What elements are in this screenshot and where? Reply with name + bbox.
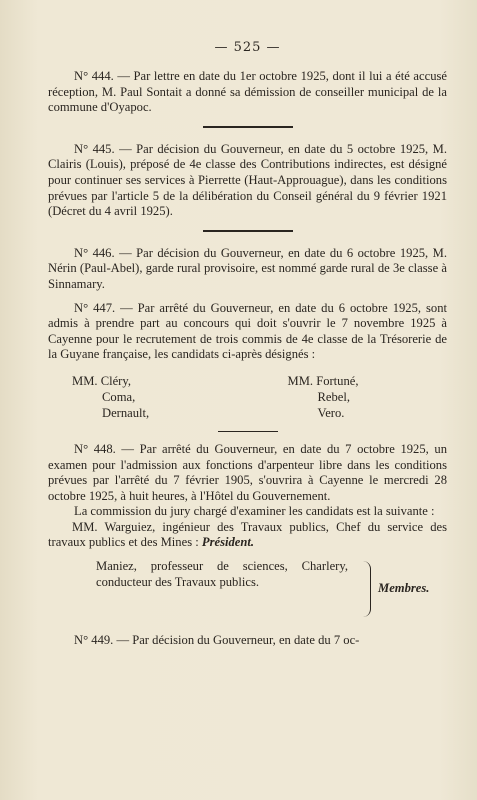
paragraph-445: N° 445. — Par décision du Gouverneur, en date du 5 octobre 1925, M. Clairis (Louis), préposé de 4e classe des Contributions indirectes, est désigné pour continuer ses services à Pierrette (Haut-Approuague), dans les conditions prévues par l'article 5 de la délibération du Conseil général du 9 février 1921 (Décret du 4 avril 1925). bbox=[48, 141, 447, 219]
candidate-name: Rebel, bbox=[317, 389, 351, 404]
candidate-list bbox=[48, 373, 447, 421]
jury-president bbox=[48, 520, 447, 551]
candidate-name: Vero. bbox=[317, 405, 345, 420]
paragraph-449: N° 449. — Par décision du Gouverneur, en date du 7 oc- bbox=[74, 633, 360, 648]
members-label: Membres. bbox=[378, 581, 430, 596]
separator-line bbox=[203, 230, 293, 232]
paragraph-448: N° 448. — Par arrêté du Gouverneur, en date du 7 octobre 1925, un examen pour l'admission aux fonctions d'arpenteur libre dans les conditions prévues par l'arrêté du 7 février 1905, s'ouvrira à Cayenne le mercredi 28 octobre 1925, à huit heures, à l'Hôtel du Gouvernement. bbox=[48, 441, 447, 503]
brace-icon bbox=[362, 561, 371, 617]
candidate-name: MM. Fortuné, bbox=[287, 373, 359, 388]
candidate-name: Coma, bbox=[102, 389, 136, 404]
paragraph-446: N° 446. — Par décision du Gouverneur, en date du 6 octobre 1925, M. Nérin (Paul-Abel), garde rural provisoire, est nommé garde rural de 3e classe à Sinnamary. bbox=[48, 245, 447, 291]
separator-line bbox=[203, 126, 293, 128]
members-text: Maniez, professeur de sciences, Charlery, conducteur des Travaux publics. bbox=[96, 559, 348, 589]
commission-intro: La commission du jury chargé d'examiner les candidats est la suivante : bbox=[74, 504, 435, 519]
jury-members bbox=[96, 559, 436, 621]
candidate-column-left bbox=[48, 373, 248, 421]
president-label: Président. bbox=[201, 535, 255, 550]
page-number: — 525 — bbox=[214, 40, 281, 55]
jury-composition bbox=[48, 520, 447, 621]
candidate-name: MM. Cléry, bbox=[72, 373, 132, 388]
paragraph-447: N° 447. — Par arrêté du Gouverneur, en date du 6 octobre 1925, sont admis à prendre part au concours qui doit s'ouvrir le 7 novembre 1925 à Cayenne pour le recrutement de trois commis de 4e classe de la Trésorerie de la Guyane française, les candidats ci-après désignés : bbox=[48, 300, 447, 362]
president-text: MM. Warguiez, ingénieur des Travaux publics, Chef du service des travaux publics et des Mines : bbox=[48, 519, 447, 550]
paragraph-444: N° 444. — Par lettre en date du 1er octobre 1925, dont il lui a été accusé réception, M. Paul Sontait a donné sa démission de conseiller municipal de la commune d'Oyapoc. bbox=[48, 69, 447, 115]
candidate-column-right bbox=[248, 373, 448, 421]
separator-line bbox=[218, 431, 278, 432]
candidate-name: Dernault, bbox=[102, 405, 150, 420]
